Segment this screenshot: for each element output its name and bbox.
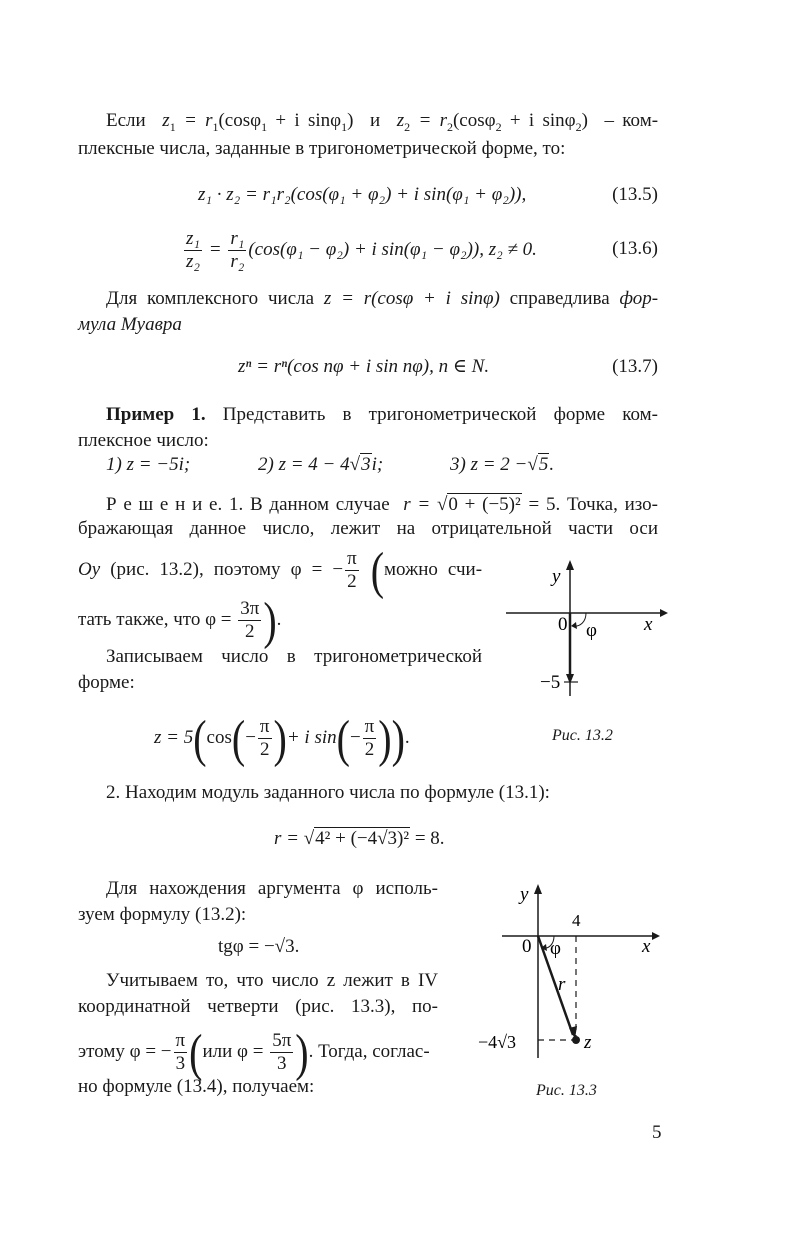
solution-2-line-2: Для нахождения аргумента φ исполь- <box>106 878 438 899</box>
phi-label: φ <box>550 938 561 959</box>
x-axis-arrow-icon <box>660 609 668 617</box>
moivre-line-2: мула Муавра <box>78 314 182 335</box>
solution-1-line-2: бражающая данное число, лежит на отрицательной части оси <box>78 518 658 539</box>
example-item-2: 2) z = 4 − 4√3i; <box>258 454 384 475</box>
solution-1-line-4: тать также, что φ = $\frac{3\pi}{2}$ ). <box>78 590 282 650</box>
solution-2-line-6: этому φ = − $\frac{\pi}{3}$ (или φ = $\frac{5\pi}{3}$ ). Тогда, соглас- <box>78 1022 430 1082</box>
solution-1-line-5: Записываем число в тригонометрической <box>106 646 482 667</box>
formula-13-6: $\frac{\text{z₁}}{\text{z₂}}$ = $\frac{\text{r₁}}{\text{r₂}}$ (cos(φ₁ − φ₂) + i sin(φ₁ − φ₂)), z₂ ≠ 0. <box>186 228 537 272</box>
solution-2-tg: tgφ = −√3. <box>218 936 300 957</box>
caption-13-3: Рис. 13.3 <box>536 1082 597 1099</box>
solution-1-line-6: форме: <box>78 672 135 693</box>
x-axis-arrow-icon <box>652 932 660 940</box>
eq-number-13-6: (13.6) <box>612 238 658 259</box>
x-label: x <box>644 614 653 635</box>
r-label: r <box>558 974 566 995</box>
solution-2-line-1: 2. Находим модуль заданного числа по формуле (13.1): <box>106 782 550 803</box>
eq-number-13-5: (13.5) <box>612 184 658 205</box>
y-axis-arrow-icon <box>566 560 574 570</box>
origin-label: 0 <box>522 936 532 957</box>
example-item-3: 3) z = 2 −√5. <box>450 454 555 475</box>
arc-arrow-icon <box>571 622 577 629</box>
solution-1-line-1: Р е ш е н и е. 1. В данном случае r = √0 + (−5)² = 5. Точка, изо- <box>106 494 659 515</box>
example-line-1: Пример 1. Представить в тригонометрической форме ком- <box>106 404 658 425</box>
y-axis-arrow-icon <box>534 884 542 894</box>
y-label: y <box>520 884 529 905</box>
solution-2-modulus: r = √4² + (−4√3)² = 8. <box>274 828 445 849</box>
neg-label: −4√3 <box>478 1032 517 1052</box>
example-item-1: 1) z = −5i; <box>106 454 191 475</box>
intro-line-1: Если $z_1 = r_1(\cos\varphi_1 + i$ sinφ$_1$) и $z_2 = r_2(\cos\varphi_2 + i$ sinφ$_2$) – ком- <box>106 110 659 134</box>
intro-line-2: плексные числа, заданные в тригонометрической форме, то: <box>78 138 566 159</box>
four-label: 4 <box>572 911 581 930</box>
point-z <box>572 1036 580 1044</box>
figure-13-2 <box>500 556 670 716</box>
solution-2-line-7: но формуле (13.4), получаем: <box>78 1076 315 1097</box>
minus5-label: −5 <box>540 672 561 693</box>
moivre-line-1: Для комплексного числа z = r(cosφ + i sinφ) справедлива фор- <box>106 288 659 309</box>
formula-13-5: z₁ · z₂ = r₁r₂(cos(φ₁ + φ₂) + i sin(φ₁ + φ₂)), <box>198 184 527 205</box>
solution-2-line-4: Учитываем то, что число z лежит в IV <box>106 970 438 991</box>
solution-2-line-5: координатной четверти (рис. 13.3), по- <box>78 996 438 1017</box>
eq-number-13-7: (13.7) <box>612 356 658 377</box>
page-number: 5 <box>652 1122 662 1143</box>
example-line-2: плексное число: <box>78 430 209 451</box>
formula-13-7: zⁿ = rⁿ(cos nφ + i sin nφ), n ∈ N. <box>238 356 490 377</box>
y-label: y <box>552 566 561 587</box>
solution-2-line-3: зуем формулу (13.2): <box>78 904 247 925</box>
caption-13-2: Рис. 13.2 <box>552 727 613 744</box>
x-label: x <box>642 936 651 957</box>
z-label: z <box>584 1032 592 1053</box>
phi-label: φ <box>586 620 597 641</box>
figure-13-3 <box>476 878 666 1078</box>
solution-1-formula: z = 5(cos(− $\frac{\pi}{2}$ )+ i sin(− $\frac{\pi}{2}$ )). <box>154 708 410 768</box>
origin-label: 0 <box>558 614 568 635</box>
solution-1-line-3: Oy (рис. 13.2), поэтому φ = − $\frac{\pi}{2}$ (можно счи- <box>78 540 483 600</box>
